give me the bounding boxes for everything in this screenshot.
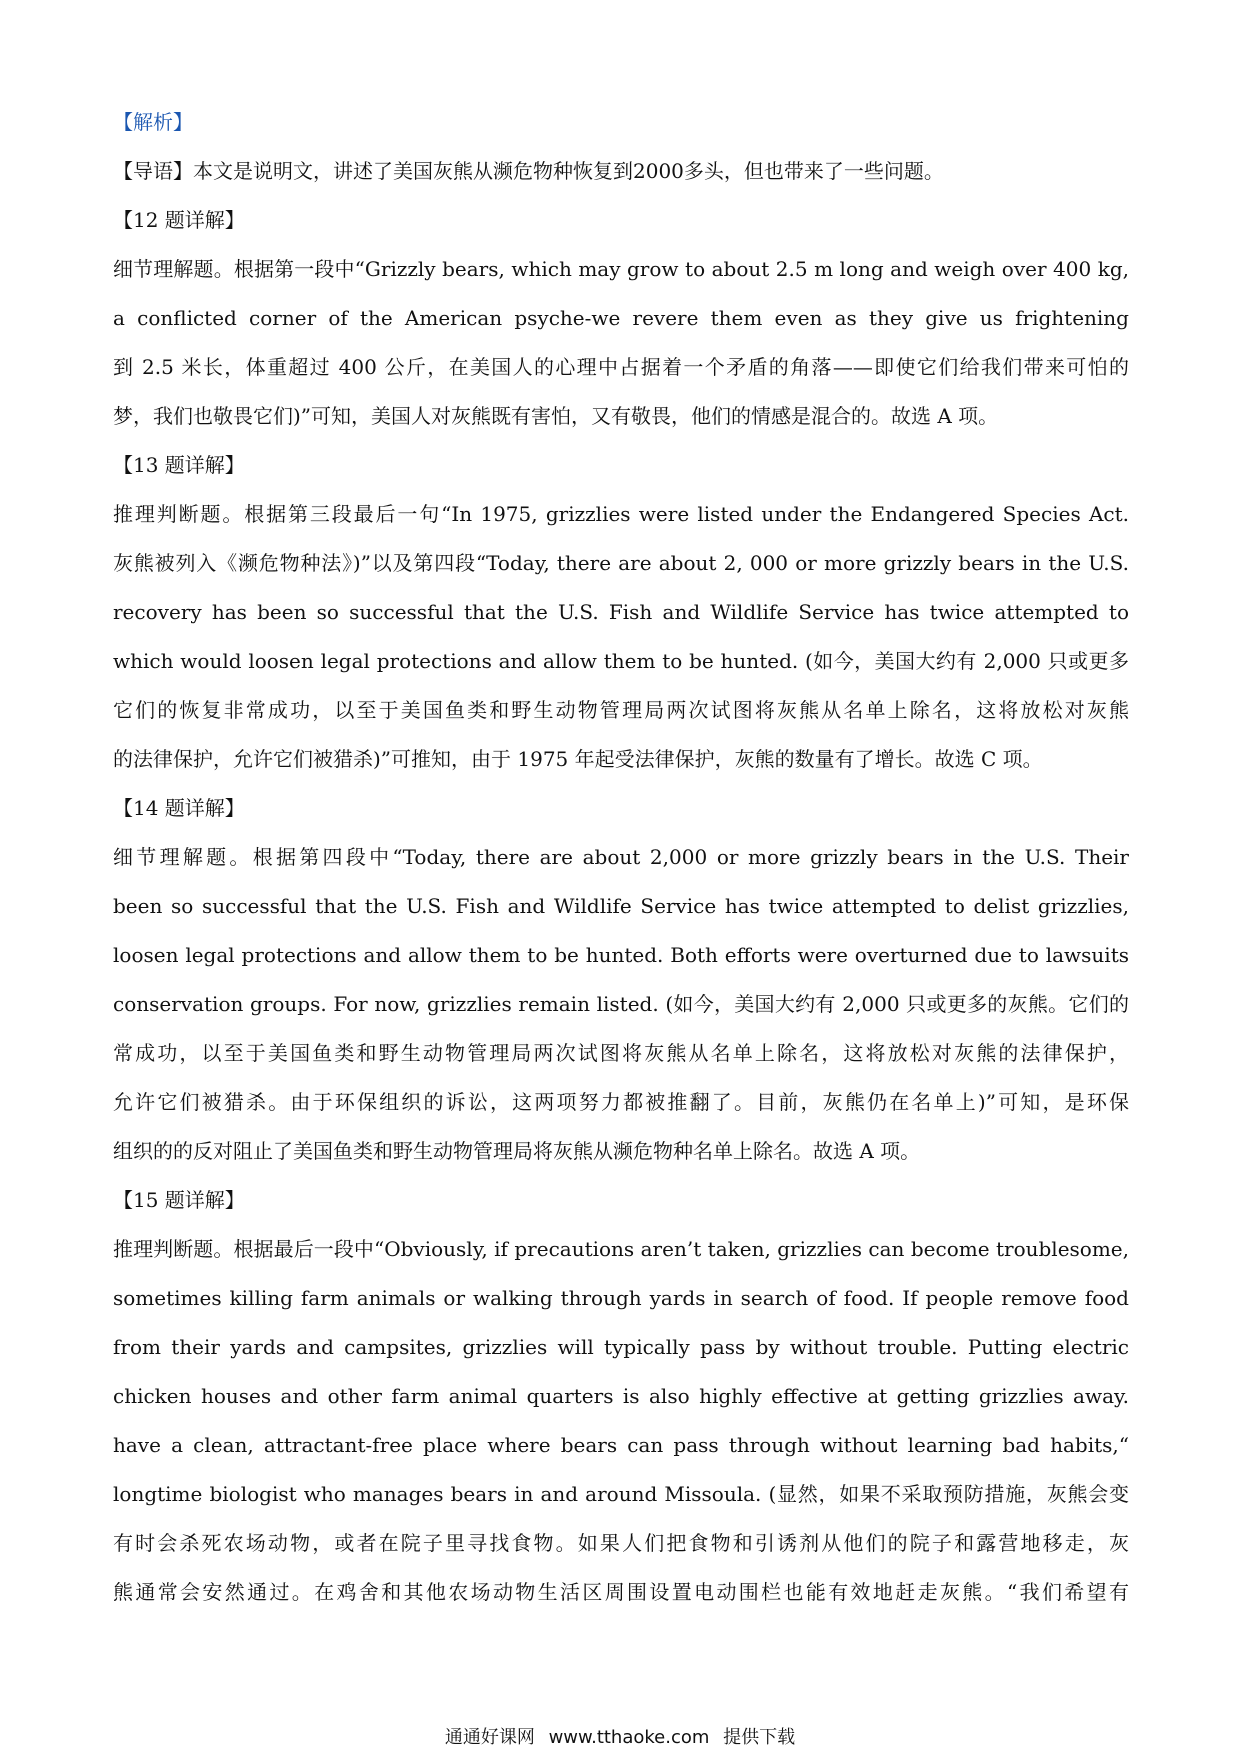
question-13-line: 它们的恢复非常成功，以至于美国鱼类和野生动物管理局两次试图将灰熊从名单上除名，这将放松对灰熊 — [113, 698, 1129, 722]
question-12-line: a conflicted corner of the American psyche-we revere them even as they give us frightening — [113, 306, 1129, 330]
question-15-line: longtime biologist who manages bears in and around Missoula. (显然，如果不采取预防措施，灰熊会变 — [113, 1482, 1129, 1506]
question-14-line: 允许它们被猎杀。由于环保组织的诉讼，这两项努力都被推翻了。目前，灰熊仍在名单上)”可知，是环保 — [113, 1090, 1129, 1114]
question-13-heading: 【13 题详解】 — [113, 453, 245, 477]
question-14-line: been so successful that the U.S. Fish and Wildlife Service has twice attempted to delist grizzlies, — [113, 894, 1129, 918]
question-15-line: 熊通常会安然通过。在鸡舍和其他农场动物生活区周围设置电动围栏也能有效地赶走灰熊。“我们希望有 — [113, 1580, 1129, 1604]
footer-site-name: 通通好课网 — [444, 1727, 535, 1748]
question-15-line: sometimes killing farm animals or walking through yards in search of food. If people remove food — [113, 1286, 1129, 1310]
page-footer — [0, 1723, 1240, 1749]
question-13-line: which would loosen legal protections and allow them to be hunted. (如今，美国大约有 2,000 只或更多 — [113, 649, 1129, 673]
question-15-heading: 【15 题详解】 — [113, 1188, 245, 1212]
question-15-line: have a clean, attractant-free place where bears can pass through without learning bad habits,“ — [113, 1433, 1129, 1457]
footer-url-link[interactable]: www.tthaoke.com — [548, 1727, 710, 1748]
question-13-line: 推理判断题。根据第三段最后一句“In 1975, grizzlies were listed under the Endangered Species Act. — [113, 502, 1129, 526]
analysis-label: 【解析】 — [113, 110, 193, 134]
footer-suffix: 提供下载 — [723, 1727, 796, 1748]
question-14-line: 细节理解题。根据第四段中“Today, there are about 2,000 or more grizzly bears in the U.S. Their — [113, 845, 1129, 869]
question-13-line: 的法律保护，允许它们被猎杀)”可推知，由于 1975 年起受法律保护，灰熊的数量有了增长。故选 C 项。 — [113, 747, 1043, 771]
question-12-line: 到 2.5 米长，体重超过 400 公斤，在美国人的心理中占据着一个矛盾的角落——即使它们给我们带来可怕的 — [113, 355, 1129, 379]
question-13-line: 灰熊被列入《濒危物种法》)”以及第四段“Today, there are about 2, 000 or more grizzly bears in the U.S. — [113, 551, 1129, 575]
document-body — [113, 98, 1129, 1617]
question-14-heading: 【14 题详解】 — [113, 796, 245, 820]
question-13-line: recovery has been so successful that the U.S. Fish and Wildlife Service has twice attempted to — [113, 600, 1129, 624]
question-15-line: chicken houses and other farm animal quarters is also highly effective at getting grizzlies away. — [113, 1384, 1129, 1408]
question-14-line: 常成功，以至于美国鱼类和野生动物管理局两次试图将灰熊从名单上除名，这将放松对灰熊的法律保护， — [113, 1041, 1129, 1065]
question-14-line: conservation groups. For now, grizzlies remain listed. (如今，美国大约有 2,000 只或更多的灰熊。它们的 — [113, 992, 1129, 1016]
question-14-line: loosen legal protections and allow them to be hunted. Both efforts were overturned due to lawsuits — [113, 943, 1129, 967]
question-12-heading: 【12 题详解】 — [113, 208, 245, 232]
intro-paragraph: 【导语】本文是说明文，讲述了美国灰熊从濒危物种恢复到2000多头，但也带来了一些问题。 — [113, 159, 944, 183]
question-15-line: from their yards and campsites, grizzlies will typically pass by without trouble. Putting electric — [113, 1335, 1129, 1359]
question-15-line: 有时会杀死农场动物，或者在院子里寻找食物。如果人们把食物和引诱剂从他们的院子和露营地移走，灰 — [113, 1531, 1129, 1555]
question-12-line: 梦，我们也敬畏它们)”可知，美国人对灰熊既有害怕，又有敬畏，他们的情感是混合的。故选 A 项。 — [113, 404, 999, 428]
question-12-line: 细节理解题。根据第一段中“Grizzly bears, which may grow to about 2.5 m long and weigh over 400 kg, — [113, 257, 1129, 281]
question-14-line: 组织的的反对阻止了美国鱼类和野生动物管理局将灰熊从濒危物种名单上除名。故选 A 项。 — [113, 1139, 921, 1163]
question-15-line: 推理判断题。根据最后一段中“Obviously, if precautions aren’t taken, grizzlies can become troublesome, — [113, 1237, 1129, 1261]
